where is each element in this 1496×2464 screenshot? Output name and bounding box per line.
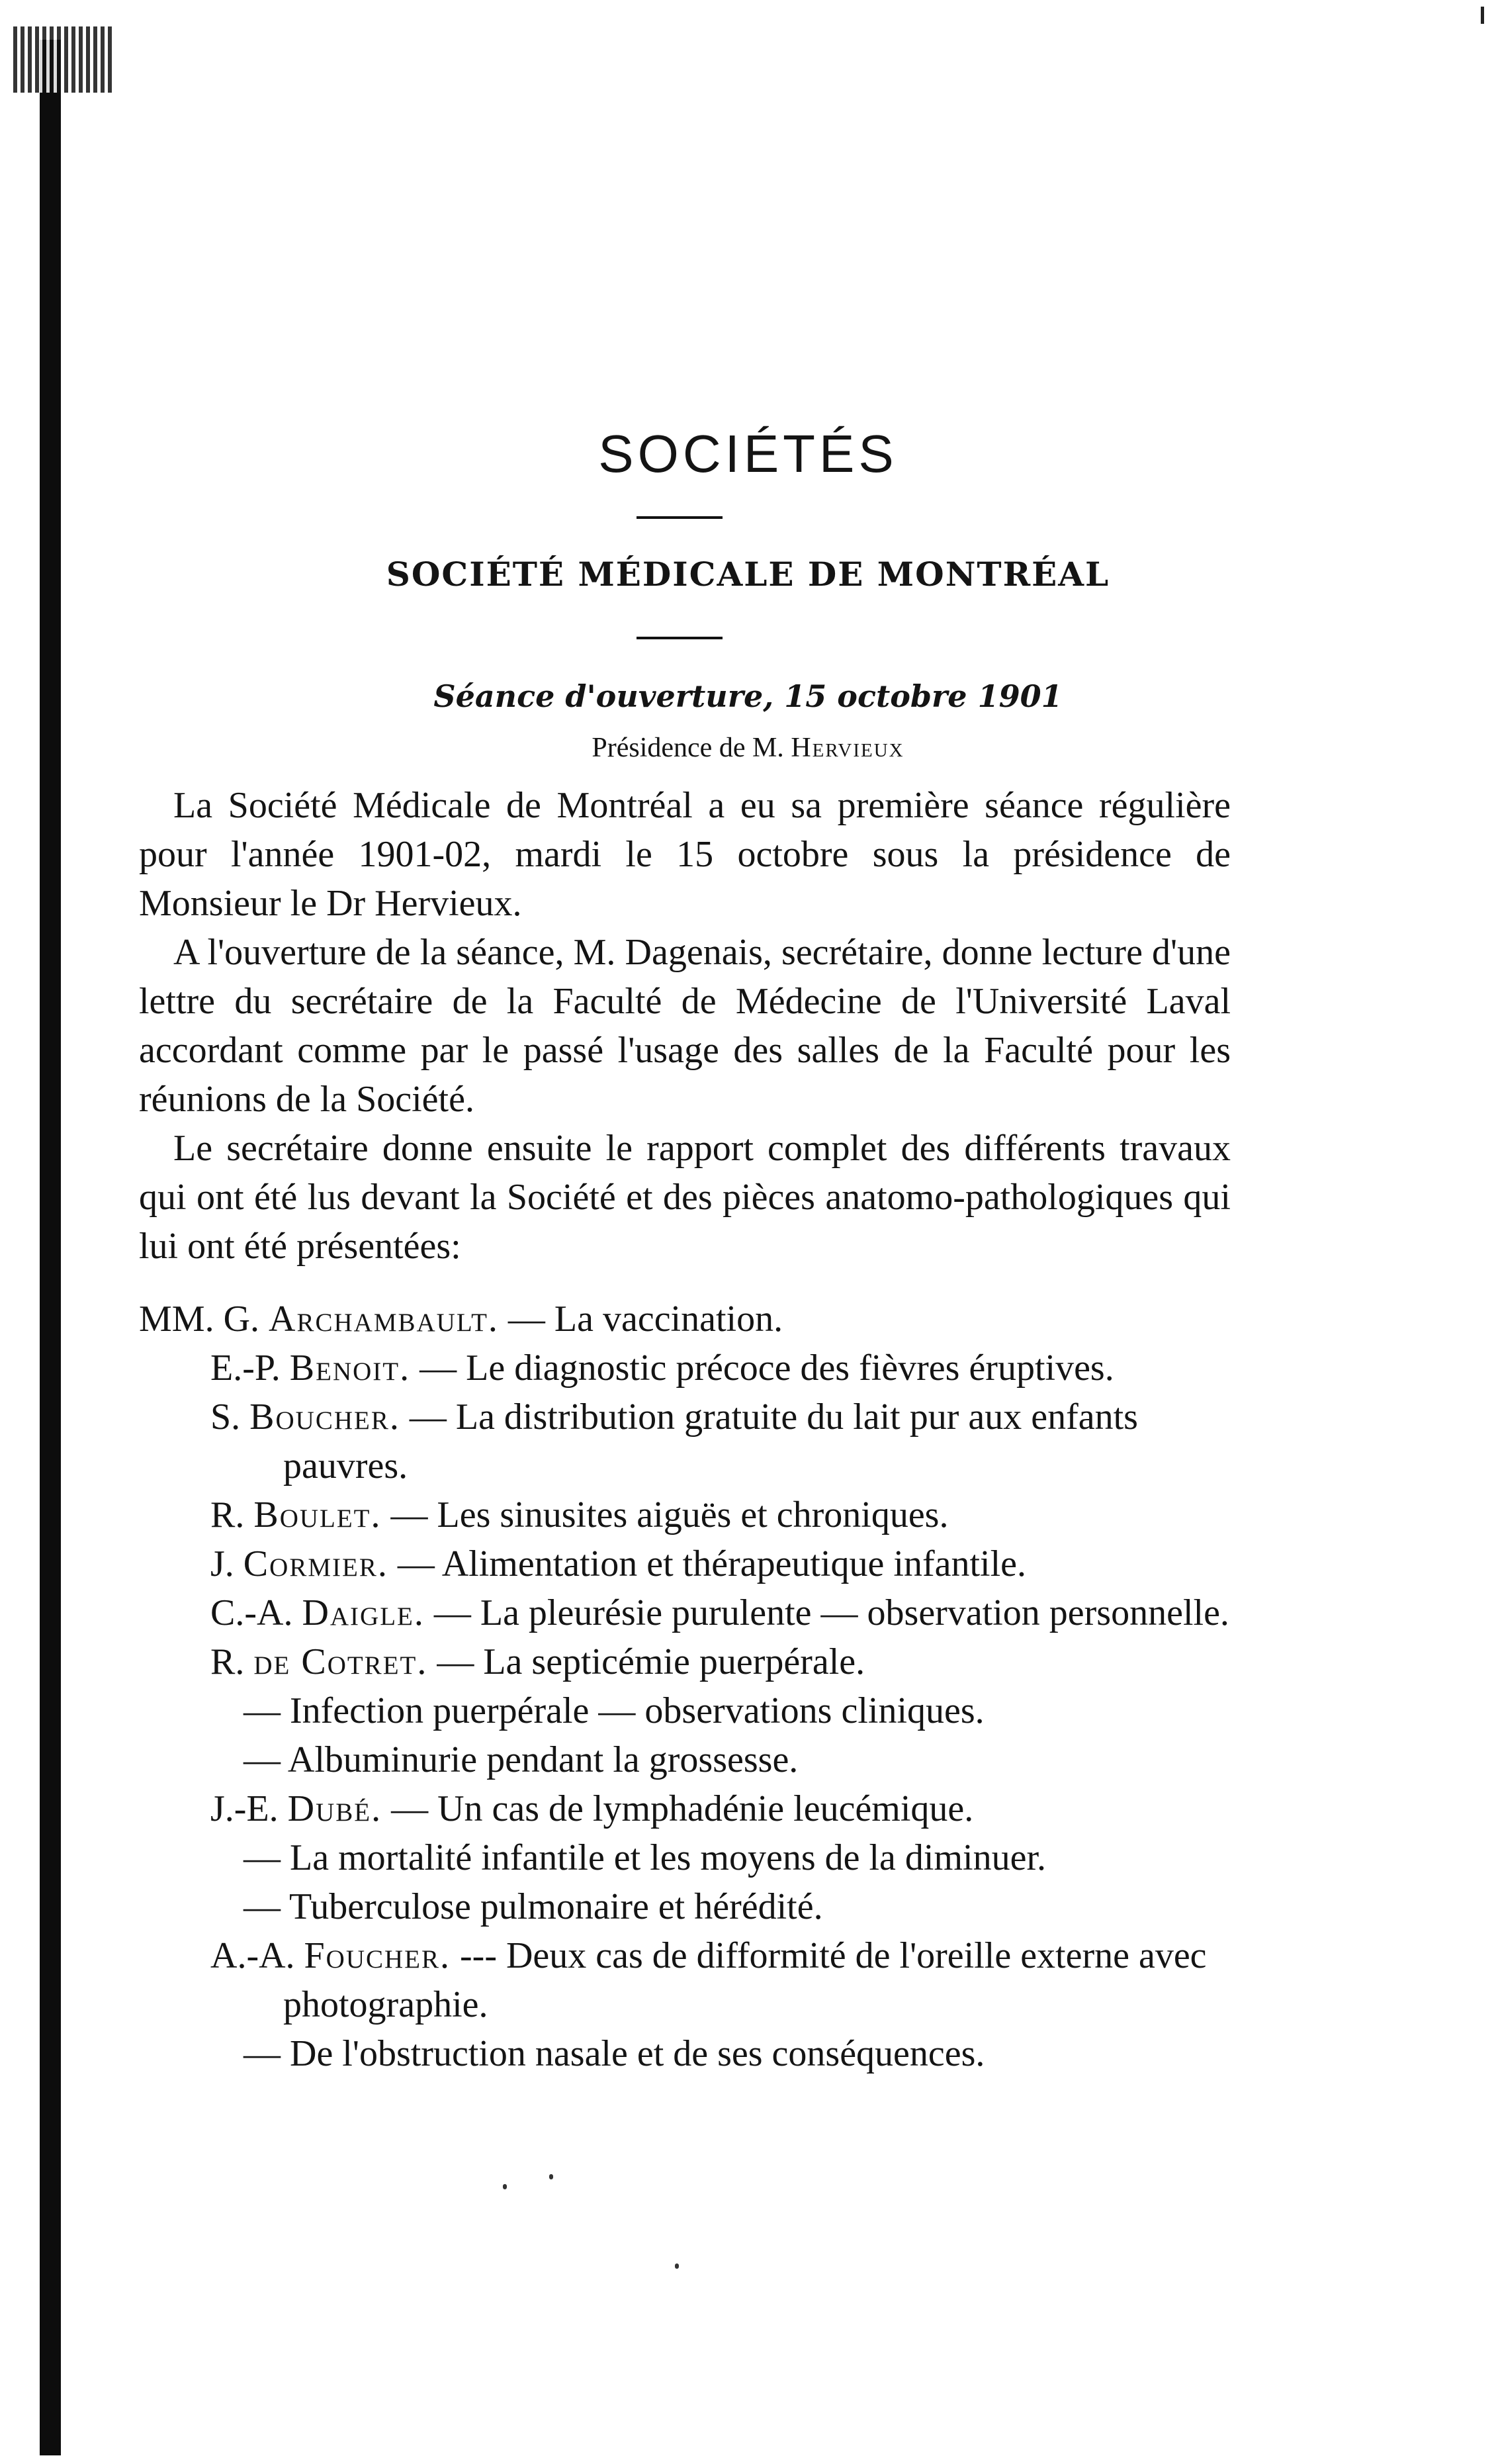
list-subitem: — Tuberculose pulmonaire et hérédité. [243, 1886, 823, 1927]
list-item [139, 1931, 1231, 2029]
works-list [139, 1295, 1231, 2078]
binding-edge [40, 40, 61, 2455]
list-item [139, 1637, 1231, 1686]
presidency-prefix: Présidence de M. [592, 733, 784, 763]
list-item [139, 1392, 1231, 1490]
body-text [139, 781, 1231, 1271]
paragraph: Le secrétaire donne ensuite le rapport complet des différents travaux qui ont été lus devant la Société et des pièces anatomo-pathologiques qui lui ont été présentées: [139, 1128, 1231, 1267]
list-subitem: — Albuminurie pendant la grossesse. [243, 1739, 799, 1780]
author-initials: J.-E. [210, 1788, 279, 1829]
author-name: Foucher. [304, 1935, 451, 1976]
work-title: — Alimentation et thérapeutique infantile. [397, 1543, 1026, 1584]
author-name: Daigle. [302, 1592, 425, 1633]
author-initials: S. [210, 1396, 241, 1437]
author-name: Dubé. [287, 1788, 382, 1829]
scan-mark [1481, 7, 1484, 24]
author-initials: R. [210, 1494, 245, 1535]
paragraph: La Société Médicale de Montréal a eu sa première séance régulière pour l'année 1901-02, mardi le 15 octobre sous la présidence de Monsieur le Dr Hervieux. [139, 785, 1231, 924]
scan-artifact [13, 26, 112, 93]
list-subitem: — Infection puerpérale — observations cliniques. [243, 1690, 985, 1731]
work-title: — Un cas de lymphadénie leucémique. [391, 1788, 974, 1829]
author-name: Boucher. [249, 1396, 400, 1437]
society-heading: SOCIÉTÉ MÉDICALE DE MONTRÉAL [386, 555, 1110, 594]
divider-rule [637, 637, 723, 639]
divider-rule [637, 516, 723, 519]
presidency-line [0, 732, 1496, 764]
author-name: Benoit. [289, 1347, 411, 1389]
list-subitem: — De l'obstruction nasale et de ses conséquences. [243, 2033, 985, 2074]
author-name: de Cotret. [253, 1641, 428, 1682]
list-item [139, 1490, 1231, 1539]
work-title: — Le diagnostic précoce des fièvres éruptives. [419, 1347, 1114, 1389]
author-initials: E.-P. [210, 1347, 281, 1389]
president-name: Hervieux [791, 733, 904, 763]
ink-speck [503, 2184, 507, 2189]
author-initials: R. [210, 1641, 245, 1682]
page-title: SOCIÉTÉS [598, 424, 898, 483]
list-item [139, 1539, 1231, 1588]
author-initials: A.-A. [210, 1935, 295, 1976]
list-item [139, 1588, 1231, 1637]
work-title: — La distribution gratuite du lait pur aux enfants pauvres. [283, 1396, 1138, 1486]
work-title: --- Deux cas de difformité de l'oreille externe avec photographie. [283, 1935, 1207, 2025]
work-title: — La septicémie puerpérale. [437, 1641, 865, 1682]
author-initials: C.-A. [210, 1592, 293, 1633]
author-name: Boulet. [253, 1494, 382, 1535]
work-title: — Les sinusites aiguës et chroniques. [390, 1494, 949, 1535]
list-item [139, 1295, 1231, 1344]
author-initials: MM. G. [139, 1299, 260, 1340]
list-item [139, 1344, 1231, 1392]
session-heading: Séance d'ouverture, 15 octobre 1901 [433, 678, 1063, 714]
work-title: — La vaccination. [507, 1299, 783, 1340]
author-name: Cormier. [243, 1543, 388, 1584]
list-item [139, 1784, 1231, 1833]
paragraph: A l'ouverture de la séance, M. Dagenais, secrétaire, donne lecture d'une lettre du secrétaire de la Faculté de Médecine de l'Université Laval accordant comme par le passé l'usage des salles de la Faculté pour les réunions de la Société. [139, 932, 1231, 1120]
ink-speck [549, 2174, 553, 2179]
author-initials: J. [210, 1543, 234, 1584]
list-subitem: — La mortalité infantile et les moyens de la diminuer. [243, 1837, 1046, 1878]
author-name: Archambault. [269, 1299, 499, 1340]
ink-speck [675, 2263, 679, 2269]
work-title: — La pleurésie purulente — observation personnelle. [433, 1592, 1229, 1633]
